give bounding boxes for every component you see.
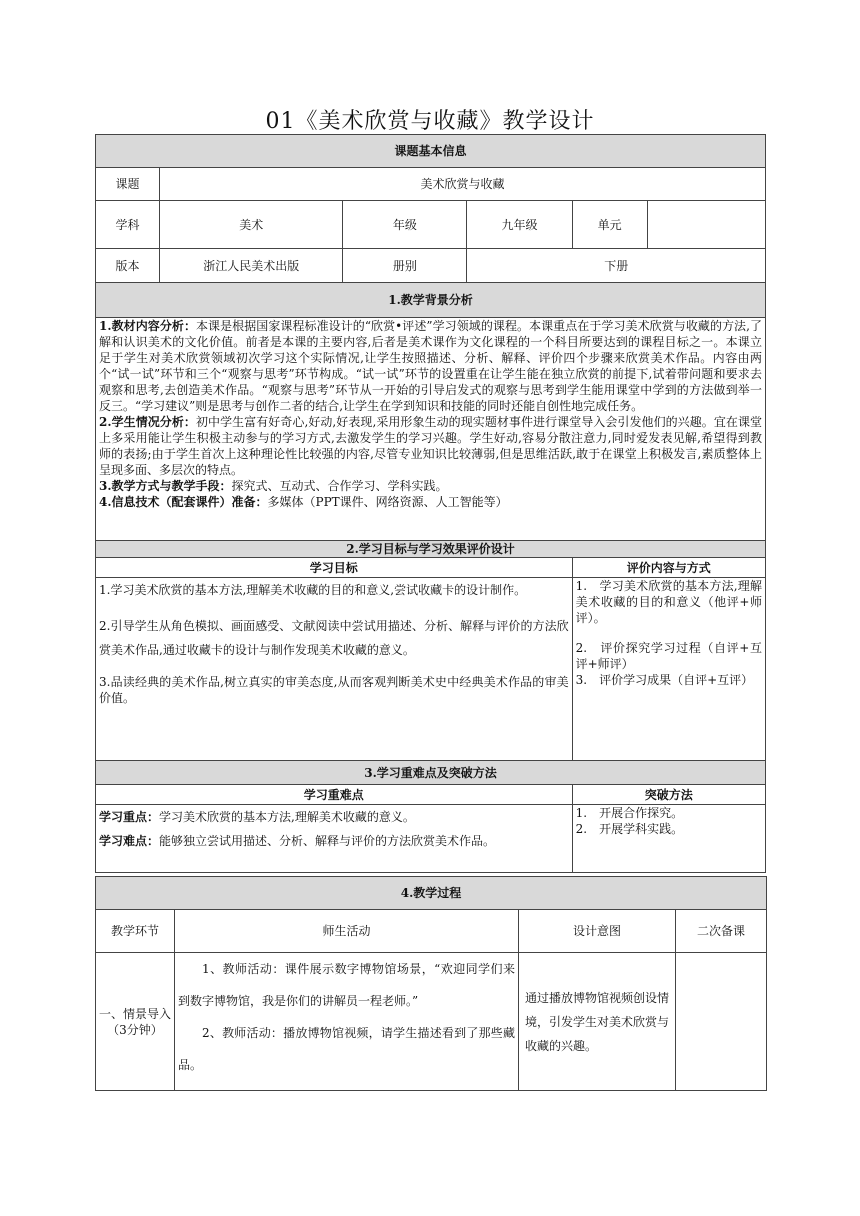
method-2: 2. 开展学科实践。 bbox=[575, 822, 684, 836]
method-1: 1. 开展合作探究。 bbox=[575, 806, 684, 820]
edition-value: 浙江人民美术出版 bbox=[160, 249, 343, 283]
goal-2: 2.引导学生从角色模拟、画面感受、文献阅读中尝试用描述、分析、解释与评价的方法欣赏美术作品,通过收藏卡的设计与制作发现美术收藏的意义。 bbox=[99, 619, 569, 657]
difficult-point-label: 学习难点： bbox=[99, 834, 160, 848]
stage-1-time: （3分钟） bbox=[107, 1022, 163, 1037]
student-analysis-text: 初中学生富有好奇心,好动,好表现,采用形象生动的现实题材事件进行课堂导入会引发他们的兴趣。宜在课堂上多采用能让学生积极主动参与的学习方式,去激发学生的学习兴趣。学生好动,容易分散注意力,同时爱发表见解,希望得到教师的表扬;由于学生首次上这种理论性比较强的内容,尽管专业知识比较薄弱,但是思维活跃,敢于在课堂上积极发言,素质整体上呈现多面、多层次的特点。 bbox=[99, 415, 763, 477]
lesson-plan-table bbox=[95, 134, 766, 873]
evaluation-methods bbox=[572, 578, 765, 761]
volume-value: 下册 bbox=[467, 249, 766, 283]
teaching-process-table bbox=[95, 876, 767, 1091]
eval-3: 3. 评价学习成果（自评+互评） bbox=[575, 673, 754, 687]
section3-header: 3.学习重难点及突破方法 bbox=[96, 761, 766, 785]
topic-value: 美术欣赏与收藏 bbox=[160, 168, 766, 201]
subject-label: 学科 bbox=[96, 201, 160, 249]
intent-col-header: 设计意图 bbox=[519, 910, 676, 953]
eval-1: 1. 学习美术欣赏的基本方法,理解美术收藏的目的和意义（他评+师评）。 bbox=[575, 579, 762, 625]
basic-info-header: 课题基本信息 bbox=[96, 135, 766, 168]
eval-2: 2. 评价探究学习过程（自评+互评+师评） bbox=[575, 641, 762, 671]
stage-1-name: 一、情景导入 bbox=[99, 1006, 172, 1021]
section4-header: 4.教学过程 bbox=[96, 877, 767, 910]
stage-col-header: 教学环节 bbox=[96, 910, 175, 953]
breakthrough-methods bbox=[572, 805, 765, 873]
goal-3: 3.品读经典的美术作品,树立真实的审美态度,从而客观判断美术史中经典美术作品的审美价值。 bbox=[99, 675, 569, 705]
teaching-method-text: 探究式、互动式、合作学习、学科实践。 bbox=[231, 479, 448, 493]
activity-2: 2、教师活动：播放博物馆视频，请学生描述看到了那些藏品。 bbox=[178, 1026, 515, 1072]
section1-header: 1.教学背景分析 bbox=[96, 283, 766, 318]
goal-1: 1.学习美术欣赏的基本方法,理解美术收藏的目的和意义,尝试收藏卡的设计制作。 bbox=[99, 583, 527, 597]
volume-label: 册别 bbox=[343, 249, 467, 283]
section2-header: 2.学习目标与学习效果评价设计 bbox=[96, 541, 766, 558]
topic-label: 课题 bbox=[96, 168, 160, 201]
key-point-label: 学习重点： bbox=[99, 810, 160, 824]
difficult-point-text: 能够独立尝试用描述、分析、解释与评价的方法欣赏美术作品。 bbox=[159, 834, 496, 848]
subject-value: 美术 bbox=[160, 201, 343, 249]
grade-label: 年级 bbox=[343, 201, 467, 249]
notes-col-header: 二次备课 bbox=[676, 910, 767, 953]
it-prep-text: 多媒体（PPT课件、网络资源、人工智能等） bbox=[267, 495, 508, 509]
background-analysis bbox=[96, 318, 766, 541]
edition-label: 版本 bbox=[96, 249, 160, 283]
goals-col-header: 学习目标 bbox=[96, 558, 573, 578]
stage-1-notes bbox=[676, 953, 767, 1091]
activity-col-header: 师生活动 bbox=[175, 910, 519, 953]
teaching-method-label: 3.教学方式与教学手段： bbox=[99, 479, 232, 493]
student-analysis-label: 2.学生情况分析： bbox=[99, 415, 196, 429]
eval-col-header: 评价内容与方式 bbox=[572, 558, 765, 578]
page-title: 01《美术欣赏与收藏》教学设计 bbox=[265, 109, 595, 134]
key-difficult-points bbox=[96, 805, 573, 873]
intent-1: 通过播放博物馆视频创设情境，引发学生对美术欣赏与收藏的兴趣。 bbox=[525, 990, 670, 1053]
content-analysis-text: 本课是根据国家课程标准设计的“欣赏•评述”学习领域的课程。本课重点在于学习美术欣赏与收藏的方法,了解和认识美术的文化价值。前者是本课的主要内容,后者是美术课作为文化课程的一个科目所要达到的课程目标之一。本课立足于学生对美术欣赏领域初次学习这个实际情况,让学生按照描述、分析、解释、评价四个步骤来欣赏美术作品。内容由两个“试一试”环节和三个“观察与思考”环节构成。“试一试”环节的设置重在让学生能在独立欣赏的前提下,试着带问题和要求去观察和思考,去创造美术作品。“观察与思考”环节从一开始的引导启发式的观察与思考到学生能用课堂中学到的方法做到举一反三。“学习建议”则是思考与创作二者的结合,让学生在学到知识和技能的同时还能自创性地完成任务。 bbox=[99, 319, 762, 413]
grade-value: 九年级 bbox=[467, 201, 572, 249]
learning-goals bbox=[96, 578, 573, 761]
stage-1 bbox=[96, 953, 175, 1091]
content-analysis-label: 1.教材内容分析： bbox=[99, 319, 196, 333]
activity-1: 1、教师活动：课件展示数字博物馆场景，“欢迎同学们来到数字博物馆，我是你们的讲解员一程老师。” bbox=[178, 962, 515, 1008]
stage-1-activities bbox=[175, 953, 519, 1091]
it-prep-label: 4.信息技术（配套课件）准备： bbox=[99, 495, 268, 509]
unit-value bbox=[647, 201, 765, 249]
keypoints-col-header: 学习重难点 bbox=[96, 785, 573, 805]
stage-1-intent bbox=[519, 953, 676, 1091]
unit-label: 单元 bbox=[572, 201, 647, 249]
methods-col-header: 突破方法 bbox=[572, 785, 765, 805]
key-point-text: 学习美术欣赏的基本方法,理解美术收藏的意义。 bbox=[159, 810, 415, 824]
